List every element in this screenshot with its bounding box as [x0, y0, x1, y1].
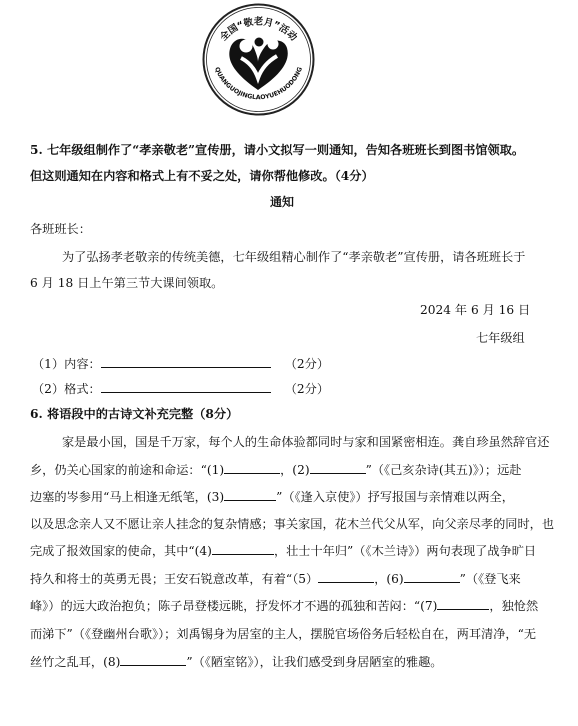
notice-greeting: 各班班长： — [30, 222, 91, 236]
q6-line-h: 而涕下”（《登幽州台歌》）；刘禹锡身为居室的主人，摆脱官场俗务后轻松自在，两耳清净，“无 — [30, 627, 537, 641]
q6-line-i — [30, 654, 442, 670]
blank-3[interactable] — [224, 489, 276, 501]
blank-1[interactable] — [224, 462, 280, 474]
logo-top-text: 全国“敬老月”活动 — [218, 16, 299, 44]
q6-line-d: 以及思念亲人又不愿让亲人挂念的复杂情感；事关家国，花木兰代父从军，向父亲尽孝的同时，也 — [30, 517, 555, 531]
q6-text: ，壮士十年归”（《木兰诗》）两句表现了战争旷日 — [273, 544, 537, 558]
content-score: （2分） — [284, 357, 330, 371]
notice-body-2: 6 月 18 日上午第三节大课间领取。 — [30, 276, 224, 290]
blank-7[interactable] — [437, 598, 489, 610]
q6-text: ”（《陋室铭》），让我们感受到身居陋室的雅趣。 — [186, 655, 443, 669]
q6-text: ”（《己亥杂诗(其五)》）；远赴 — [365, 463, 522, 477]
answer-format-row — [32, 381, 329, 397]
notice-body-1: 为了弘扬孝老敬亲的传统美德，七年级组精心制作了“孝亲敬老”宣传册，请各班班长于 — [62, 250, 526, 264]
format-score: （2分） — [284, 382, 330, 396]
q6-line-g — [30, 598, 538, 614]
q6-text: ，(2) — [280, 463, 310, 477]
national-elder-month-logo — [201, 2, 316, 117]
blank-4[interactable] — [212, 543, 274, 555]
q6-text: ，(6) — [374, 572, 404, 586]
q5-line-2: 但这则通知在内容和格式上有不妥之处，请你帮他修改。（4分） — [30, 169, 374, 183]
blank-5[interactable] — [318, 571, 374, 583]
q6-line-a: 家是最小国，国是千万家，每个人的生命体验都同时与家和国紧密相连。龚自珍虽然辞官还 — [62, 435, 550, 449]
q6-line-b — [30, 462, 521, 478]
content-answer-blank[interactable] — [101, 356, 271, 368]
q6-text: ”（《逢入京使》）抒写报国与亲情难以两全， — [276, 490, 514, 504]
format-answer-blank[interactable] — [101, 381, 271, 393]
q6-text: ”（《登飞来 — [459, 572, 521, 586]
q6-text: ，独怆然 — [489, 599, 539, 613]
blank-2[interactable] — [310, 462, 366, 474]
heart-people-icon — [229, 38, 287, 91]
logo-bottom-text: QUANGUOJINGLAOYUEHUODONG — [213, 66, 304, 102]
notice-signer: 七年级组 — [476, 331, 525, 345]
q6-text: 边塞的岑参用“马上相逢无纸笔，(3) — [30, 490, 225, 504]
q6-line-c — [30, 489, 514, 505]
q6-line-e — [30, 543, 536, 559]
notice-date: 2024 年 6 月 16 日 — [420, 303, 531, 317]
q6-text: 峰》）的远大政治抱负；陈子昂登楼远眺，抒发怀才不遇的孤独和苦闷：“(7) — [30, 599, 438, 613]
q6-text: 乡，仍关心国家的前途和命运：“(1) — [30, 463, 225, 477]
q6-text: 完成了报效国家的使命，其中“(4) — [30, 544, 212, 558]
blank-6[interactable] — [404, 571, 460, 583]
content-label: （1）内容： — [32, 357, 101, 371]
answer-content-row — [32, 356, 329, 372]
q6-text: 丝竹之乱耳，(8) — [30, 655, 121, 669]
q6-line-f — [30, 571, 521, 587]
format-label: （2）格式： — [32, 382, 101, 396]
q6-heading: 6. 将语段中的古诗文补充完整（8分） — [30, 407, 239, 421]
q6-text: 持久和将士的英勇无畏；王安石锐意改革，有着“（5） — [30, 572, 319, 586]
notice-title: 通知 — [270, 195, 295, 209]
blank-8[interactable] — [120, 654, 186, 666]
q5-line-1: 5. 七年级组制作了“孝亲敬老”宣传册，请小文拟写一则通知，告知各班班长到图书馆领取。 — [30, 143, 525, 157]
